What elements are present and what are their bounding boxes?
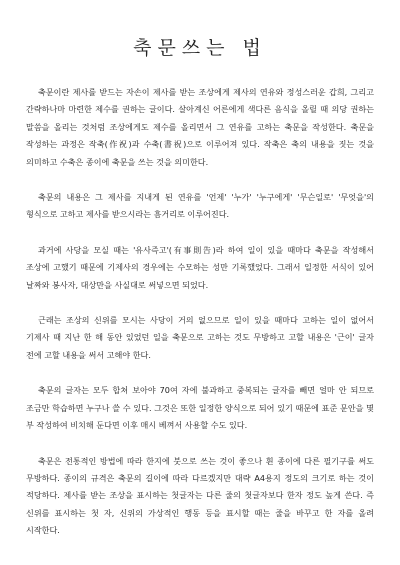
paragraph-content: 축문의 내용은 그 제사를 지내게 된 연유를 '언제' '누가' '누구에게' '무슨일로' '무엇을'의 형식으로 고하고 제사를 받으시라는 흠거리로 이루어진다. xyxy=(26,192,374,220)
paragraph-characters: 축문의 글자는 모두 합쳐 보아야 70여 자에 불과하고 중복되는 글자를 빼면 얼마 안 되므로 조금만 학습하면 누구나 쓸 수 있다. 그것은 또한 일정한 양식으로 되어 있기 때문에 표준 문안을 몇 부 작성하여 비치해 둔다면 이후 매시 베껴서 사용할 수도 있다. xyxy=(26,385,374,431)
body-text xyxy=(26,84,374,540)
paragraph-history: 과거에 사당을 모실 때는 '유사즉고'(有事則告)라 하여 일이 있을 때마다 축문을 작성해서 조상에 고했기 때문에 기제사의 경우에는 수모하는 성만 기록했었다. 그래서 일정한 서식이 있어 날짜와 봉사자, 대상만을 사실대로 써넣으면 되었다. xyxy=(26,244,374,290)
paragraph-modern: 근래는 조상의 신위를 모시는 사당이 거의 없으므로 일이 있을 때마다 고하는 일이 없어서 기제사 때 지난 한 해 동안 있었던 일을 축문으로 고하는 것도 무방하고 고할 내용은 '근이' 글자 전에 고할 내용을 써서 고해야 한다. xyxy=(26,315,374,360)
page-title: 축문쓰는 법 xyxy=(133,37,267,59)
paragraph-definition: 축문이란 제사를 받드는 자손이 제사를 받는 조상에게 제사의 연유와 정성스러운 갑희, 그리고 간략하나마 마련한 제수를 권하는 글이다. 살아계신 어른에게 색다른 음식을 올릴 때 의당 권하는 말씀을 올리는 것처럼 조상에게도 제수를 올리면서 그 연유를 고하는 축문을 작성한다. 축문을 작성하는 과정은 작축(作祝)과 수축(書祝)으로 이루어져 있다. 작축은 축의 내용을 짓는 것을 의미하고 수축은 종이에 축문을 쓰는 것을 의미한다. xyxy=(26,87,374,167)
paragraph-format: 축문은 전통적인 방법에 따라 한지에 붓으로 쓰는 것이 좋으나 흰 종이에 다른 필기구를 써도 무방하다. 종이의 규격은 축문의 길이에 따라 다르겠지만 대략 A4용지 정도의 크기로 하는 것이 적당하다. 제사를 받는 조상을 표시하는 첫글자는 다른 줄의 첫글자보다 한자 정도 높게 쓴다. 즉 신위를 표시하는 첫 자, 신위의 가상적인 행동 등을 표시할 때는 줄을 바꾸고 한 자를 올려 시작한다. xyxy=(26,455,374,536)
